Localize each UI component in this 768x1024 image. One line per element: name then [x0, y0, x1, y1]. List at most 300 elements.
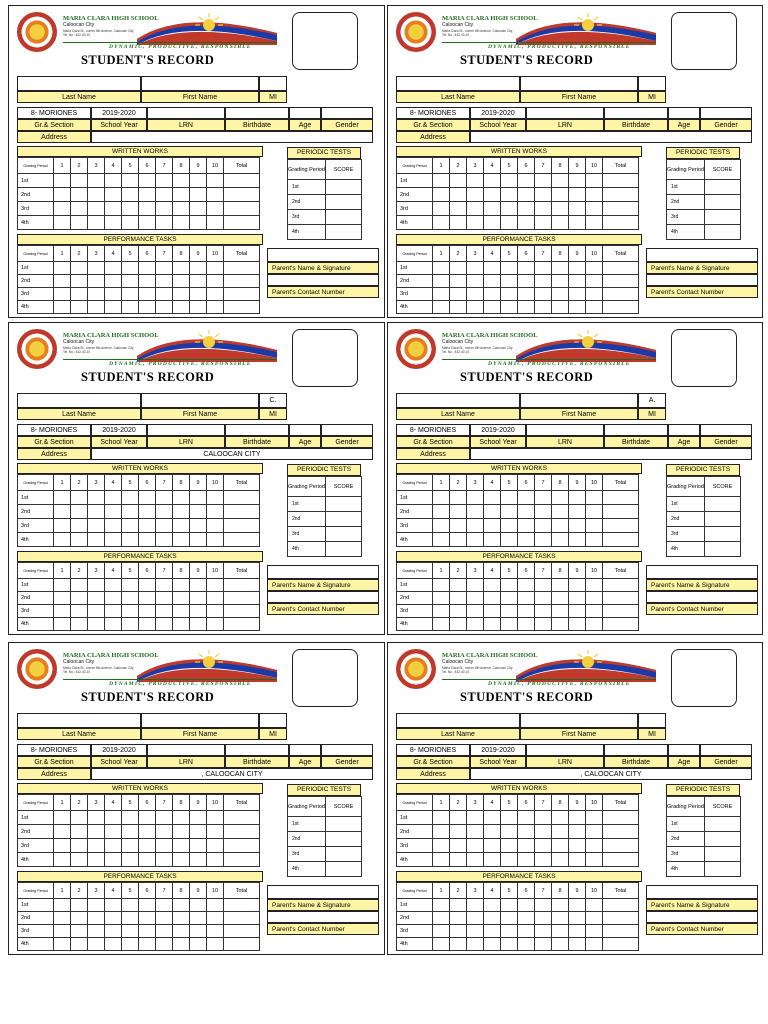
score-cell[interactable] — [122, 202, 139, 216]
score-cell[interactable] — [586, 938, 603, 951]
score-cell[interactable] — [552, 491, 569, 505]
score-cell[interactable] — [535, 491, 552, 505]
score-cell[interactable] — [105, 605, 122, 618]
score-cell[interactable] — [467, 202, 484, 216]
score-cell[interactable] — [501, 853, 518, 867]
score-cell[interactable] — [467, 491, 484, 505]
score-cell[interactable] — [88, 301, 105, 314]
score-cell[interactable] — [484, 491, 501, 505]
gender-field[interactable] — [700, 107, 752, 119]
score-cell[interactable] — [467, 618, 484, 631]
score-cell[interactable] — [122, 811, 139, 825]
score-cell[interactable] — [518, 579, 535, 592]
score-cell[interactable] — [54, 188, 71, 202]
score-cell[interactable] — [433, 188, 450, 202]
last-name-field[interactable] — [396, 713, 520, 728]
score-cell[interactable] — [190, 188, 207, 202]
score-cell[interactable] — [603, 853, 639, 867]
score-cell[interactable] — [484, 533, 501, 547]
score-cell[interactable] — [122, 605, 139, 618]
score-cell[interactable] — [450, 288, 467, 301]
photo-box[interactable] — [671, 329, 737, 387]
gender-field[interactable] — [321, 744, 373, 756]
score-cell[interactable] — [603, 592, 639, 605]
score-cell[interactable] — [569, 188, 586, 202]
score-cell[interactable] — [569, 839, 586, 853]
age-field[interactable] — [668, 107, 700, 119]
score-cell[interactable] — [71, 605, 88, 618]
score-cell[interactable] — [224, 491, 260, 505]
score-cell[interactable] — [450, 202, 467, 216]
score-cell[interactable] — [535, 174, 552, 188]
score-cell[interactable] — [467, 301, 484, 314]
score-cell[interactable] — [88, 925, 105, 938]
score-cell[interactable] — [54, 925, 71, 938]
score-cell[interactable] — [173, 301, 190, 314]
score-cell[interactable] — [467, 811, 484, 825]
score-cell[interactable] — [88, 174, 105, 188]
score-cell[interactable] — [139, 491, 156, 505]
score-cell[interactable] — [54, 811, 71, 825]
last-name-field[interactable] — [396, 76, 520, 91]
score-cell[interactable] — [173, 825, 190, 839]
score-cell[interactable] — [484, 202, 501, 216]
score-cell[interactable] — [501, 592, 518, 605]
score-cell[interactable] — [484, 288, 501, 301]
score-cell[interactable] — [173, 605, 190, 618]
score-cell[interactable] — [156, 519, 173, 533]
score-cell[interactable] — [552, 912, 569, 925]
score-cell[interactable] — [535, 825, 552, 839]
score-cell[interactable] — [190, 579, 207, 592]
score-cell[interactable] — [173, 519, 190, 533]
score-cell[interactable] — [88, 899, 105, 912]
parent-signature-field[interactable] — [646, 885, 758, 899]
score-cell[interactable] — [467, 579, 484, 592]
score-cell[interactable] — [139, 853, 156, 867]
score-cell[interactable] — [603, 938, 639, 951]
score-cell[interactable] — [207, 839, 224, 853]
score-cell[interactable] — [88, 505, 105, 519]
first-name-field[interactable] — [141, 76, 259, 91]
score-cell[interactable] — [139, 899, 156, 912]
score-cell[interactable] — [190, 216, 207, 230]
score-cell[interactable] — [569, 605, 586, 618]
score-cell[interactable] — [603, 288, 639, 301]
photo-box[interactable] — [292, 329, 358, 387]
score-cell[interactable] — [484, 853, 501, 867]
score-cell[interactable] — [173, 853, 190, 867]
score-cell[interactable] — [535, 519, 552, 533]
score-cell[interactable] — [207, 925, 224, 938]
score-cell[interactable] — [190, 899, 207, 912]
score-cell[interactable] — [190, 938, 207, 951]
score-cell[interactable] — [501, 618, 518, 631]
score-cell[interactable] — [535, 579, 552, 592]
score-cell[interactable] — [603, 202, 639, 216]
birthdate-field[interactable] — [604, 744, 668, 756]
score-cell[interactable] — [501, 519, 518, 533]
score-cell[interactable] — [586, 216, 603, 230]
score-cell[interactable] — [71, 853, 88, 867]
periodic-score-cell[interactable] — [705, 225, 741, 240]
score-cell[interactable] — [105, 853, 122, 867]
score-cell[interactable] — [173, 839, 190, 853]
periodic-score-cell[interactable] — [705, 527, 741, 542]
score-cell[interactable] — [433, 174, 450, 188]
lrn-field[interactable] — [526, 424, 604, 436]
score-cell[interactable] — [139, 579, 156, 592]
score-cell[interactable] — [190, 491, 207, 505]
score-cell[interactable] — [518, 301, 535, 314]
score-cell[interactable] — [484, 188, 501, 202]
score-cell[interactable] — [603, 533, 639, 547]
gender-field[interactable] — [700, 424, 752, 436]
score-cell[interactable] — [224, 618, 260, 631]
score-cell[interactable] — [224, 188, 260, 202]
score-cell[interactable] — [467, 825, 484, 839]
score-cell[interactable] — [535, 216, 552, 230]
score-cell[interactable] — [224, 202, 260, 216]
score-cell[interactable] — [450, 605, 467, 618]
score-cell[interactable] — [122, 853, 139, 867]
score-cell[interactable] — [207, 519, 224, 533]
score-cell[interactable] — [467, 262, 484, 275]
score-cell[interactable] — [603, 519, 639, 533]
score-cell[interactable] — [173, 505, 190, 519]
score-cell[interactable] — [518, 825, 535, 839]
address-field[interactable]: , CALOOCAN CITY — [470, 768, 752, 780]
score-cell[interactable] — [433, 579, 450, 592]
score-cell[interactable] — [139, 262, 156, 275]
score-cell[interactable] — [54, 938, 71, 951]
score-cell[interactable] — [467, 288, 484, 301]
periodic-score-cell[interactable] — [705, 512, 741, 527]
score-cell[interactable] — [88, 811, 105, 825]
periodic-score-cell[interactable] — [705, 847, 741, 862]
score-cell[interactable] — [105, 579, 122, 592]
score-cell[interactable] — [569, 912, 586, 925]
score-cell[interactable] — [450, 262, 467, 275]
score-cell[interactable] — [105, 505, 122, 519]
score-cell[interactable] — [569, 288, 586, 301]
score-cell[interactable] — [433, 592, 450, 605]
score-cell[interactable] — [603, 216, 639, 230]
score-cell[interactable] — [450, 301, 467, 314]
score-cell[interactable] — [535, 262, 552, 275]
score-cell[interactable] — [518, 262, 535, 275]
score-cell[interactable] — [105, 288, 122, 301]
score-cell[interactable] — [207, 899, 224, 912]
score-cell[interactable] — [501, 202, 518, 216]
score-cell[interactable] — [433, 925, 450, 938]
score-cell[interactable] — [467, 188, 484, 202]
score-cell[interactable] — [207, 825, 224, 839]
score-cell[interactable] — [207, 579, 224, 592]
score-cell[interactable] — [586, 174, 603, 188]
score-cell[interactable] — [450, 592, 467, 605]
score-cell[interactable] — [467, 853, 484, 867]
periodic-score-cell[interactable] — [326, 832, 362, 847]
score-cell[interactable] — [156, 938, 173, 951]
score-cell[interactable] — [484, 216, 501, 230]
score-cell[interactable] — [450, 925, 467, 938]
periodic-score-cell[interactable] — [705, 497, 741, 512]
age-field[interactable] — [289, 107, 321, 119]
score-cell[interactable] — [54, 491, 71, 505]
last-name-field[interactable] — [17, 713, 141, 728]
score-cell[interactable] — [139, 275, 156, 288]
score-cell[interactable] — [501, 912, 518, 925]
score-cell[interactable] — [105, 519, 122, 533]
score-cell[interactable] — [156, 825, 173, 839]
score-cell[interactable] — [224, 592, 260, 605]
score-cell[interactable] — [569, 519, 586, 533]
score-cell[interactable] — [569, 202, 586, 216]
score-cell[interactable] — [71, 938, 88, 951]
score-cell[interactable] — [569, 579, 586, 592]
score-cell[interactable] — [535, 839, 552, 853]
score-cell[interactable] — [501, 505, 518, 519]
last-name-field[interactable] — [17, 393, 141, 408]
periodic-score-cell[interactable] — [326, 862, 362, 877]
score-cell[interactable] — [88, 216, 105, 230]
score-cell[interactable] — [88, 912, 105, 925]
score-cell[interactable] — [501, 533, 518, 547]
score-cell[interactable] — [552, 301, 569, 314]
score-cell[interactable] — [139, 505, 156, 519]
score-cell[interactable] — [603, 899, 639, 912]
score-cell[interactable] — [586, 533, 603, 547]
score-cell[interactable] — [71, 899, 88, 912]
score-cell[interactable] — [54, 592, 71, 605]
score-cell[interactable] — [190, 275, 207, 288]
score-cell[interactable] — [156, 839, 173, 853]
score-cell[interactable] — [518, 853, 535, 867]
score-cell[interactable] — [71, 579, 88, 592]
score-cell[interactable] — [54, 505, 71, 519]
birthdate-field[interactable] — [604, 424, 668, 436]
score-cell[interactable] — [71, 262, 88, 275]
score-cell[interactable] — [552, 899, 569, 912]
score-cell[interactable] — [484, 301, 501, 314]
score-cell[interactable] — [552, 216, 569, 230]
score-cell[interactable] — [71, 825, 88, 839]
score-cell[interactable] — [518, 811, 535, 825]
score-cell[interactable] — [173, 811, 190, 825]
periodic-score-cell[interactable] — [705, 832, 741, 847]
score-cell[interactable] — [190, 592, 207, 605]
first-name-field[interactable] — [520, 713, 638, 728]
score-cell[interactable] — [484, 579, 501, 592]
score-cell[interactable] — [586, 825, 603, 839]
score-cell[interactable] — [569, 262, 586, 275]
score-cell[interactable] — [88, 491, 105, 505]
score-cell[interactable] — [518, 533, 535, 547]
score-cell[interactable] — [71, 216, 88, 230]
score-cell[interactable] — [71, 839, 88, 853]
score-cell[interactable] — [484, 899, 501, 912]
score-cell[interactable] — [224, 519, 260, 533]
score-cell[interactable] — [224, 579, 260, 592]
score-cell[interactable] — [433, 938, 450, 951]
score-cell[interactable] — [586, 301, 603, 314]
score-cell[interactable] — [484, 938, 501, 951]
score-cell[interactable] — [484, 825, 501, 839]
score-cell[interactable] — [139, 592, 156, 605]
score-cell[interactable] — [207, 533, 224, 547]
score-cell[interactable] — [518, 505, 535, 519]
score-cell[interactable] — [54, 825, 71, 839]
parent-signature-field[interactable] — [267, 885, 379, 899]
score-cell[interactable] — [71, 202, 88, 216]
score-cell[interactable] — [54, 262, 71, 275]
periodic-score-cell[interactable] — [326, 195, 362, 210]
score-cell[interactable] — [569, 811, 586, 825]
score-cell[interactable] — [552, 592, 569, 605]
score-cell[interactable] — [569, 825, 586, 839]
score-cell[interactable] — [586, 592, 603, 605]
score-cell[interactable] — [190, 202, 207, 216]
score-cell[interactable] — [71, 533, 88, 547]
score-cell[interactable] — [190, 912, 207, 925]
address-field[interactable]: , CALOOCAN CITY — [91, 768, 373, 780]
score-cell[interactable] — [71, 592, 88, 605]
score-cell[interactable] — [433, 533, 450, 547]
score-cell[interactable] — [105, 188, 122, 202]
score-cell[interactable] — [190, 262, 207, 275]
score-cell[interactable] — [105, 174, 122, 188]
score-cell[interactable] — [54, 288, 71, 301]
score-cell[interactable] — [603, 505, 639, 519]
score-cell[interactable] — [518, 288, 535, 301]
score-cell[interactable] — [484, 262, 501, 275]
score-cell[interactable] — [54, 216, 71, 230]
score-cell[interactable] — [224, 301, 260, 314]
middle-initial-field[interactable] — [259, 76, 287, 91]
score-cell[interactable] — [450, 899, 467, 912]
score-cell[interactable] — [535, 912, 552, 925]
score-cell[interactable] — [433, 605, 450, 618]
score-cell[interactable] — [569, 938, 586, 951]
score-cell[interactable] — [484, 605, 501, 618]
score-cell[interactable] — [54, 301, 71, 314]
score-cell[interactable] — [603, 825, 639, 839]
gender-field[interactable] — [700, 744, 752, 756]
score-cell[interactable] — [71, 912, 88, 925]
score-cell[interactable] — [156, 899, 173, 912]
periodic-score-cell[interactable] — [326, 512, 362, 527]
score-cell[interactable] — [224, 174, 260, 188]
periodic-score-cell[interactable] — [705, 542, 741, 557]
score-cell[interactable] — [156, 202, 173, 216]
score-cell[interactable] — [552, 925, 569, 938]
score-cell[interactable] — [450, 505, 467, 519]
score-cell[interactable] — [173, 288, 190, 301]
photo-box[interactable] — [292, 649, 358, 707]
score-cell[interactable] — [207, 174, 224, 188]
score-cell[interactable] — [433, 811, 450, 825]
age-field[interactable] — [289, 424, 321, 436]
score-cell[interactable] — [501, 811, 518, 825]
score-cell[interactable] — [603, 618, 639, 631]
score-cell[interactable] — [173, 533, 190, 547]
score-cell[interactable] — [224, 275, 260, 288]
score-cell[interactable] — [190, 839, 207, 853]
score-cell[interactable] — [54, 605, 71, 618]
score-cell[interactable] — [467, 839, 484, 853]
score-cell[interactable] — [156, 216, 173, 230]
score-cell[interactable] — [156, 188, 173, 202]
score-cell[interactable] — [139, 925, 156, 938]
score-cell[interactable] — [207, 288, 224, 301]
score-cell[interactable] — [518, 912, 535, 925]
score-cell[interactable] — [88, 262, 105, 275]
score-cell[interactable] — [190, 811, 207, 825]
score-cell[interactable] — [569, 216, 586, 230]
score-cell[interactable] — [433, 899, 450, 912]
score-cell[interactable] — [586, 853, 603, 867]
score-cell[interactable] — [190, 288, 207, 301]
score-cell[interactable] — [467, 505, 484, 519]
score-cell[interactable] — [156, 262, 173, 275]
score-cell[interactable] — [54, 839, 71, 853]
score-cell[interactable] — [569, 301, 586, 314]
score-cell[interactable] — [450, 216, 467, 230]
score-cell[interactable] — [190, 533, 207, 547]
score-cell[interactable] — [156, 174, 173, 188]
parent-contact-field[interactable] — [267, 274, 379, 286]
score-cell[interactable] — [552, 839, 569, 853]
address-field[interactable] — [470, 131, 752, 143]
score-cell[interactable] — [501, 188, 518, 202]
score-cell[interactable] — [552, 519, 569, 533]
periodic-score-cell[interactable] — [326, 180, 362, 195]
first-name-field[interactable] — [141, 393, 259, 408]
score-cell[interactable] — [122, 188, 139, 202]
score-cell[interactable] — [224, 839, 260, 853]
score-cell[interactable] — [190, 925, 207, 938]
score-cell[interactable] — [603, 579, 639, 592]
lrn-field[interactable] — [147, 744, 225, 756]
score-cell[interactable] — [71, 301, 88, 314]
score-cell[interactable] — [450, 853, 467, 867]
score-cell[interactable] — [173, 938, 190, 951]
score-cell[interactable] — [603, 912, 639, 925]
score-cell[interactable] — [586, 262, 603, 275]
score-cell[interactable] — [535, 925, 552, 938]
score-cell[interactable] — [518, 839, 535, 853]
score-cell[interactable] — [88, 605, 105, 618]
score-cell[interactable] — [450, 912, 467, 925]
score-cell[interactable] — [552, 618, 569, 631]
score-cell[interactable] — [207, 262, 224, 275]
score-cell[interactable] — [122, 275, 139, 288]
score-cell[interactable] — [224, 938, 260, 951]
score-cell[interactable] — [484, 592, 501, 605]
score-cell[interactable] — [467, 605, 484, 618]
middle-initial-field[interactable]: C. — [259, 393, 287, 408]
score-cell[interactable] — [207, 912, 224, 925]
first-name-field[interactable] — [520, 393, 638, 408]
score-cell[interactable] — [586, 811, 603, 825]
score-cell[interactable] — [173, 912, 190, 925]
score-cell[interactable] — [156, 912, 173, 925]
score-cell[interactable] — [122, 216, 139, 230]
score-cell[interactable] — [190, 505, 207, 519]
score-cell[interactable] — [224, 853, 260, 867]
score-cell[interactable] — [535, 592, 552, 605]
